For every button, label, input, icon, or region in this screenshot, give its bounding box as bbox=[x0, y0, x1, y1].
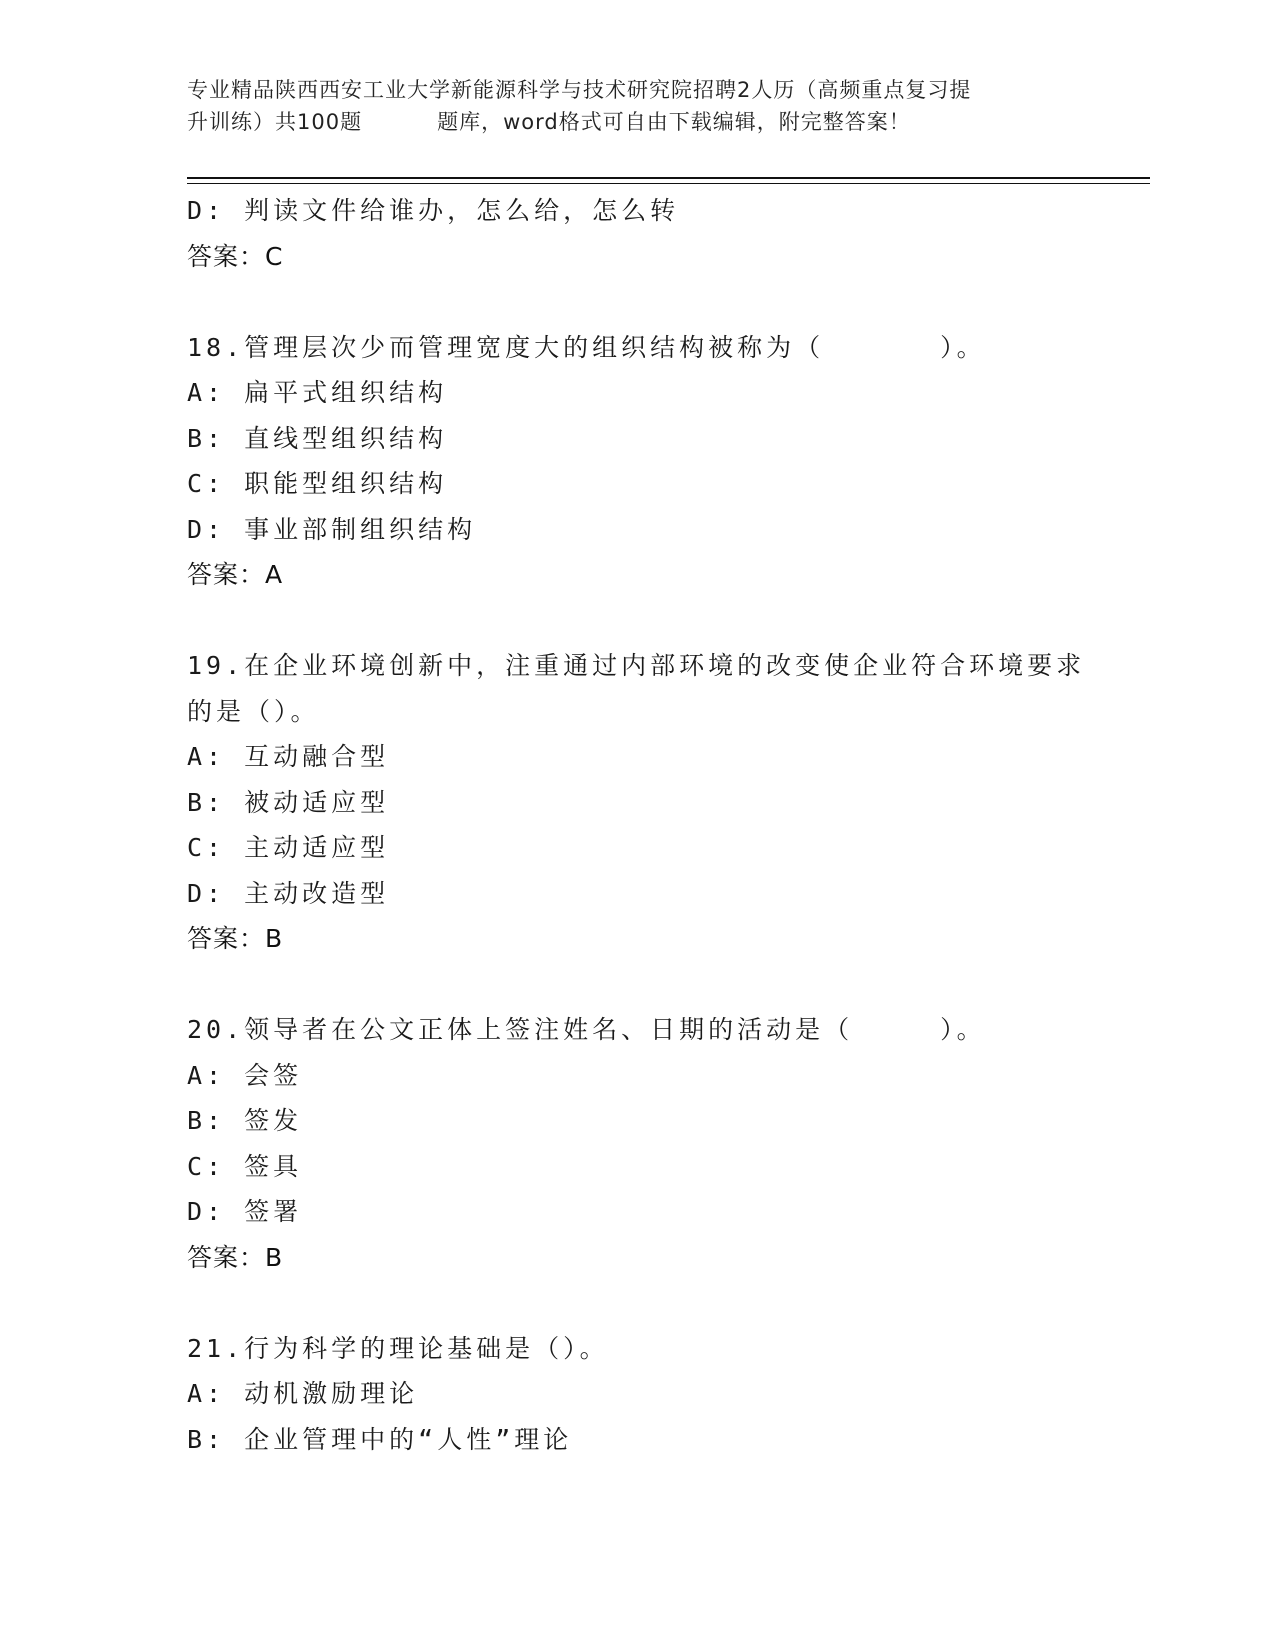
question-spacer bbox=[187, 962, 1087, 1008]
option-d: D: 事业部制组织结构 bbox=[187, 514, 477, 544]
header-divider-thick bbox=[187, 177, 1150, 179]
option-c: C: 签具 bbox=[187, 1151, 303, 1181]
option-a: A: 扁平式组织结构 bbox=[187, 378, 448, 407]
answer-line: 答案：A bbox=[187, 560, 284, 589]
header-line-1: 专业精品陕西西安工业大学新能源科学与技术研究院招聘2人历（高频重点复习提 bbox=[187, 78, 972, 102]
option-a: A: 会签 bbox=[187, 1060, 303, 1090]
option-c: C: 职能型组织结构 bbox=[187, 469, 448, 498]
question-content bbox=[187, 188, 1087, 1462]
question-spacer bbox=[187, 279, 1087, 325]
answer-line: 答案：C bbox=[187, 241, 284, 271]
answer-line: 答案：B bbox=[187, 1242, 284, 1272]
option-b: B: 直线型组织结构 bbox=[187, 423, 448, 453]
option-b: B: 企业管理中的“人性”理论 bbox=[187, 1424, 573, 1454]
question-19 bbox=[187, 643, 1087, 962]
option-d: D: 判读文件给谁办，怎么给，怎么转 bbox=[187, 196, 680, 225]
question-spacer bbox=[187, 598, 1087, 644]
header-line-2 bbox=[187, 106, 1087, 138]
question-18 bbox=[187, 325, 1087, 598]
question-stem-line-2: 的是（）。 bbox=[187, 696, 320, 726]
header-divider-thin bbox=[187, 183, 1150, 184]
option-a: A: 动机激励理论 bbox=[187, 1379, 419, 1408]
question-stem: 18.管理层次少而管理宽度大的组织结构被称为（ ）。 bbox=[187, 332, 986, 362]
question-stem: 21.行为科学的理论基础是（）。 bbox=[187, 1333, 609, 1363]
header-line-2-part-2: 题库，word格式可自由下载编辑，附完整答案！ bbox=[437, 110, 911, 134]
option-a: A: 互动融合型 bbox=[187, 742, 390, 771]
question-17-tail bbox=[187, 188, 1087, 279]
answer-line: 答案：B bbox=[187, 924, 284, 953]
option-c: C: 主动适应型 bbox=[187, 833, 390, 862]
option-d: D: 签署 bbox=[187, 1197, 303, 1226]
header-line-2-part-1: 升训练）共100题 bbox=[187, 110, 363, 134]
question-stem: 20.领导者在公文正体上签注姓名、日期的活动是（ ）。 bbox=[187, 1015, 986, 1044]
option-d: D: 主动改造型 bbox=[187, 878, 390, 908]
question-spacer bbox=[187, 1280, 1087, 1326]
question-stem-line-1: 19.在企业环境创新中，注重通过内部环境的改变使企业符合环境要求 bbox=[187, 651, 1086, 680]
document-header bbox=[187, 74, 1087, 138]
question-21 bbox=[187, 1326, 1087, 1463]
option-b: B: 被动适应型 bbox=[187, 787, 390, 817]
option-b: B: 签发 bbox=[187, 1106, 303, 1135]
question-20 bbox=[187, 1007, 1087, 1280]
